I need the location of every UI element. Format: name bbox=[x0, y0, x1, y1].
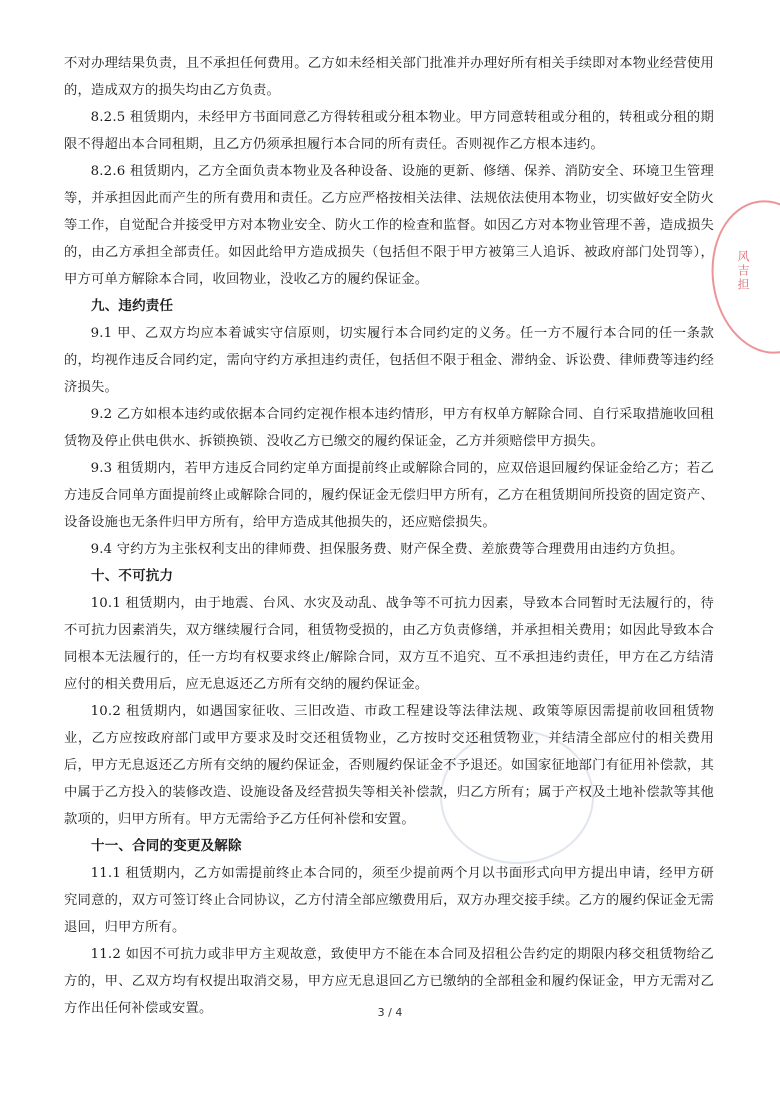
clause-11-2: 11.2 如因不可抗力或非甲方主观故意，致使甲方不能在本合同及招租公告约定的期限内移交租赁物给乙方的，甲、乙双方均有权提出取消交易，甲方应无息退回乙方已缴纳的全部租金和履约保证金，甲方无需对乙方作出任何补偿或安置。 bbox=[64, 947, 714, 1016]
clause-9-4: 9.4 守约方为主张权利支出的律师费、担保服务费、财产保全费、差旅费等合理费用由违约方负担。 bbox=[90, 542, 684, 557]
section-heading-amendment: 十一、合同的变更及解除 bbox=[91, 838, 242, 854]
clause-10-2: 10.2 租赁期内，如遇国家征收、三旧改造、市政工程建设等法律法规、政策等原因需提前收回租赁物业，乙方应按政府部门或甲方要求及时交还租赁物业，乙方按时交还租赁物业，并结清全部应付的相关费用后，甲方无息返还乙方所有交纳的履约保证金，否则履约保证金不予退还。如国家征地部门有征用补偿款，其中属于乙方投入的装修改造、设施设备及经营损失等相关补偿款，归乙方所有；属于产权及土地补偿款等其他款项的，归甲方所有。甲方无需给予乙方任何补偿和安置。 bbox=[64, 704, 714, 827]
clause-9-2: 9.2 乙方如根本违约或依据本合同约定视作根本违约情形，甲方有权单方解除合同、自行采取措施收回租赁物及停止供电供水、拆锁换锁、没收乙方已缴交的履约保证金，乙方并须赔偿甲方损失。 bbox=[64, 407, 714, 449]
red-seal-text: 风吉担 bbox=[736, 250, 750, 292]
page-number: 3 / 4 bbox=[377, 1006, 403, 1019]
clause-10-1: 10.1 租赁期内，由于地震、台风、水灾及动乱、战争等不可抗力因素，导致本合同暂时无法履行的，待不可抗力因素消失，双方继续履行合同，租赁物受损的，由乙方负责修缮，并承担相关费用；如因此导致本合同根本无法履行的，任一方均有权要求终止/解除合同，双方互不追究、互不承担违约责任，甲方在乙方结清应付的相关费用后，应无息返还乙方所有交纳的履约保证金。 bbox=[64, 596, 714, 692]
clause-8-2-6: 8.2.6 租赁期内，乙方全面负责本物业及各种设备、设施的更新、修缮、保养、消防安全、环境卫生管理等，并承担因此而产生的所有费用和责任。乙方应严格按相关法律、法规依法使用本物业，切实做好安全防火等工作，自觉配合并接受甲方对本物业安全、防火工作的检查和监督。如因乙方对本物业管理不善，造成损失的，由乙方承担全部责任。如因此给甲方造成损失（包括但不限于甲方被第三人追诉、被政府部门处罚等），甲方可单方解除本合同，收回物业，没收乙方的履约保证金。 bbox=[64, 164, 714, 287]
section-heading-force-majeure: 十、不可抗力 bbox=[91, 568, 174, 584]
clause-9-1: 9.1 甲、乙双方均应本着诚实守信原则，切实履行本合同约定的义务。任一方不履行本合同的任一条款的，均视作违反合同约定，需向守约方承担违约责任，包括但不限于租金、滞纳金、诉讼费、律师费等违约经济损失。 bbox=[64, 326, 714, 395]
clause-8-2-5: 8.2.5 租赁期内，未经甲方书面同意乙方得转租或分租本物业。甲方同意转租或分租的，转租或分租的期限不得超出本合同租期，且乙方仍须承担履行本合同的所有责任。否则视作乙方根本违约。 bbox=[64, 110, 714, 152]
section-heading-breach: 九、违约责任 bbox=[91, 298, 174, 314]
clause-11-1: 11.1 租赁期内，乙方如需提前终止本合同的，须至少提前两个月以书面形式向甲方提出申请，经甲方研究同意的，双方可签订终止合同协议，乙方付清全部应缴费用后，双方办理交接手续。乙方的履约保证金无需退回，归甲方所有。 bbox=[64, 866, 714, 935]
paragraph-continued: 不对办理结果负责，且不承担任何费用。乙方如未经相关部门批准并办理好所有相关手续即对本物业经营使用的，造成双方的损失均由乙方负责。 bbox=[64, 56, 714, 98]
clause-9-3: 9.3 租赁期内，若甲方违反合同约定单方面提前终止或解除合同的，应双倍退回履约保证金给乙方；若乙方违反合同单方面提前终止或解除合同的，履约保证金无偿归甲方所有，乙方在租赁期间所投资的固定资产、设备设施也无条件归甲方所有，给甲方造成其他损失的，还应赔偿损失。 bbox=[64, 461, 714, 530]
contract-body bbox=[64, 50, 714, 1022]
